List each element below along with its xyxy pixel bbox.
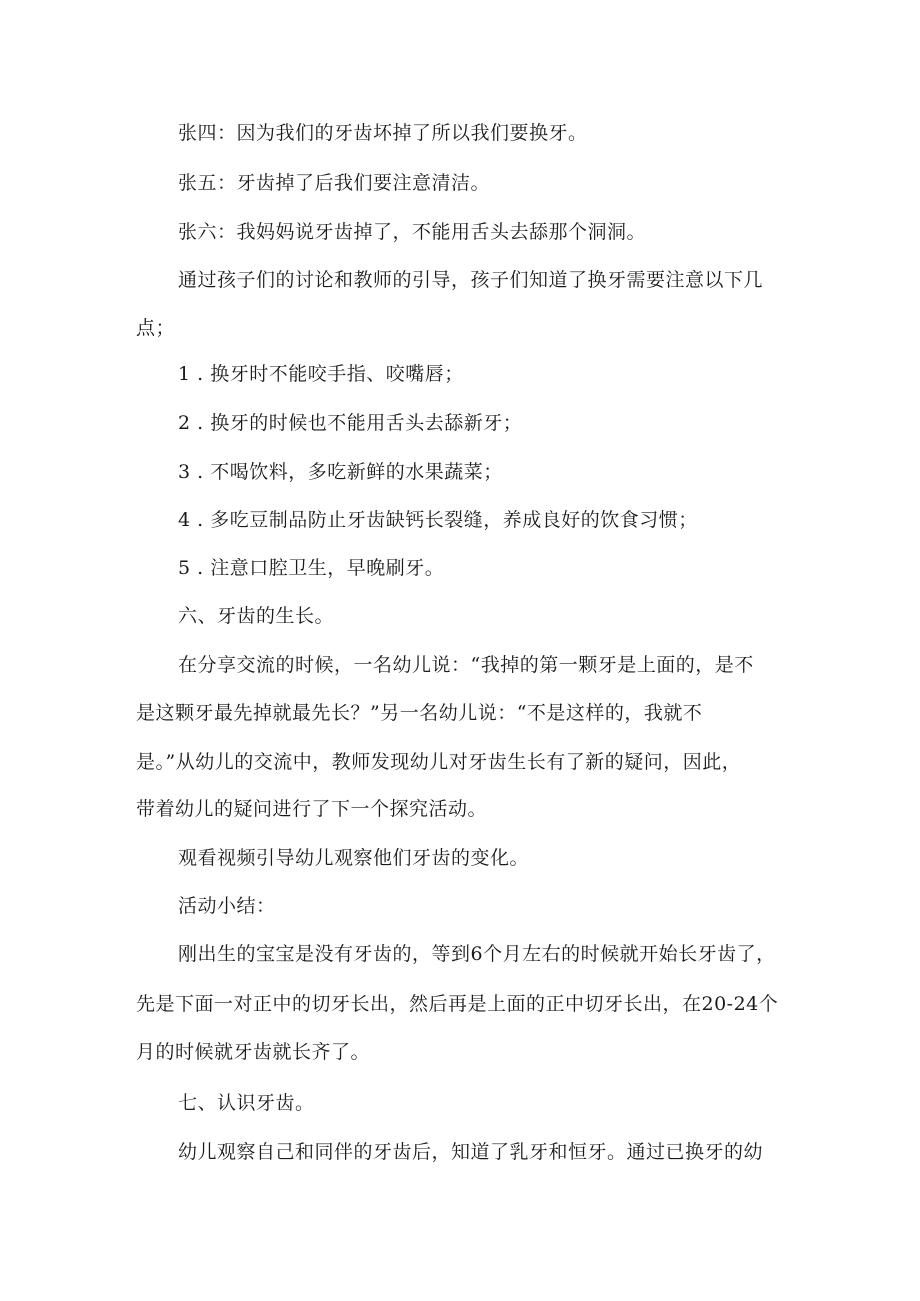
subheading-summary: 活动小结： — [178, 895, 276, 917]
list-item-5: 5 . 注意口腔卫生，早晚刷牙。 — [178, 557, 445, 579]
paragraph-line: 先是下面一对正中的切牙长出，然后再是上面的正中切牙长出，在20-24个 — [136, 993, 779, 1015]
paragraph-line: 点； — [136, 317, 176, 339]
dialogue-line-zhangliu: 张六：我妈妈说牙齿掉了，不能用舌头去舔那个洞洞。 — [178, 221, 647, 243]
paragraph-line: 幼儿观察自己和同伴的牙齿后，知道了乳牙和恒牙。通过已换牙的幼 — [178, 1141, 764, 1163]
dialogue-line-zhangsi: 张四：因为我们的牙齿坏掉了所以我们要换牙。 — [178, 122, 588, 144]
paragraph-line: 带着幼儿的疑问进行了下一个探究活动。 — [136, 798, 488, 820]
paragraph-line: 通过孩子们的讨论和教师的引导，孩子们知道了换牙需要注意以下几 — [178, 269, 764, 291]
list-item-2: 2 . 换牙的时候也不能用舌头去舔新牙； — [178, 412, 523, 434]
paragraph-line: 观看视频引导幼儿观察他们牙齿的变化。 — [178, 847, 530, 869]
paragraph-line: 刚出生的宝宝是没有牙齿的，等到6个月左右的时候就开始长牙齿了， — [178, 943, 776, 965]
list-item-3: 3 . 不喝饮料，多吃新鲜的水果蔬菜； — [178, 461, 503, 483]
paragraph-line: 月的时候就牙齿就长齐了。 — [136, 1041, 371, 1063]
paragraph-line: 是这颗牙最先掉就最先长？”另一名幼儿说：“不是这样的，我就不 — [136, 702, 703, 724]
paragraph-line: 是。”从幼儿的交流中，教师发现幼儿对牙齿生长有了新的疑问，因此， — [136, 751, 742, 773]
section-heading-six: 六、牙齿的生长。 — [178, 605, 335, 627]
paragraph-line: 在分享交流的时候，一名幼儿说：“我掉的第一颗牙是上面的，是不 — [178, 654, 754, 676]
list-item-4: 4 . 多吃豆制品防止牙齿缺钙长裂缝，养成良好的饮食习惯； — [178, 509, 698, 531]
section-heading-seven: 七、认识牙齿。 — [178, 1092, 315, 1114]
list-item-1: 1 . 换牙时不能咬手指、咬嘴唇； — [178, 363, 464, 385]
dialogue-line-zhangwu: 张五：牙齿掉了后我们要注意清洁。 — [178, 172, 491, 194]
